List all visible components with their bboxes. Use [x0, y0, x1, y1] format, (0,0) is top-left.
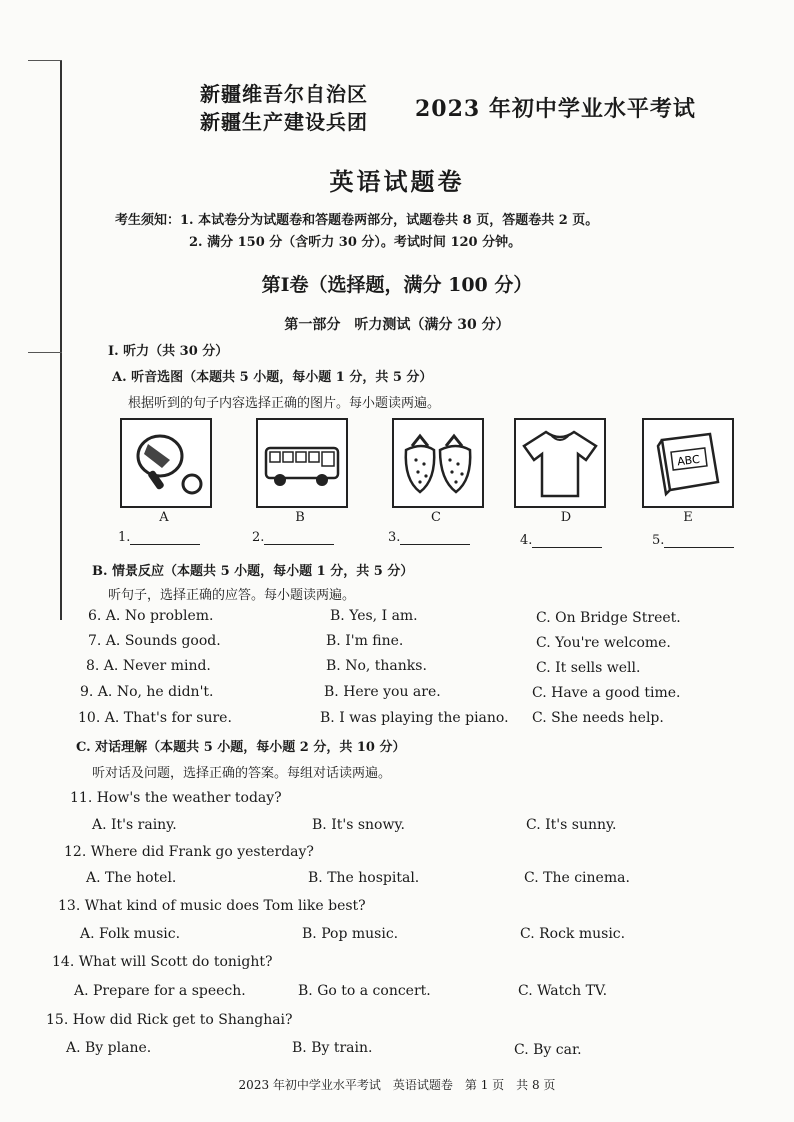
answer-blank[interactable] — [252, 530, 334, 545]
blank-number: 3. — [388, 530, 401, 545]
option-a[interactable]: 7. A. Sounds good. — [88, 633, 221, 649]
option-b[interactable]: B. Pop music. — [302, 926, 399, 942]
option-a[interactable]: 6. A. No problem. — [88, 608, 214, 624]
option-b[interactable]: B. Here you are. — [324, 684, 441, 700]
svg-text:ABC: ABC — [676, 452, 701, 469]
picture-letter: E — [683, 510, 693, 525]
option-a[interactable]: A. Folk music. — [80, 926, 181, 942]
option-c[interactable]: C. Watch TV. — [518, 983, 608, 999]
region-line-2: 新疆生产建设兵团 — [200, 110, 368, 134]
option-a[interactable]: A. Prepare for a speech. — [74, 983, 246, 999]
option-a[interactable]: 10. A. That's for sure. — [78, 710, 232, 726]
part-title: 第一部分 听力测试（满分 30 分） — [284, 317, 510, 333]
blank-number: 2. — [252, 530, 265, 545]
option-c[interactable]: C. She needs help. — [532, 710, 664, 726]
section-b-title: B. 情景反应（本题共 5 小题，每小题 1 分，共 5 分） — [92, 564, 414, 579]
binding-tick — [28, 352, 62, 353]
option-b[interactable]: B. Yes, I am. — [330, 608, 418, 624]
option-b[interactable]: B. I was playing the piano. — [320, 710, 509, 726]
option-b[interactable]: B. By train. — [292, 1040, 373, 1056]
option-c[interactable]: C. By car. — [514, 1042, 582, 1058]
option-c[interactable]: C. Rock music. — [520, 926, 626, 942]
option-b[interactable]: B. The hospital. — [308, 870, 420, 886]
answer-blank[interactable] — [520, 533, 602, 548]
option-c[interactable]: C. It sells well. — [536, 660, 641, 676]
blank-number: 4. — [520, 533, 533, 548]
page-footer: 2023 年初中学业水平考试 英语试题卷 第 1 页 共 8 页 — [238, 1078, 556, 1092]
abc-book-icon — [642, 418, 734, 508]
option-a[interactable]: 9. A. No, he didn't. — [80, 684, 214, 700]
strawberries-icon — [392, 418, 484, 508]
blank-line — [400, 530, 470, 545]
binding-line — [60, 60, 62, 620]
blank-line — [532, 533, 602, 548]
question: 13. What kind of music does Tom like best? — [58, 898, 366, 914]
section-a-title: A. 听音选图（本题共 5 小题，每小题 1 分，共 5 分） — [112, 370, 433, 385]
notice-line-2: 2. 满分 150 分（含听力 30 分）。考试时间 120 分钟。 — [189, 235, 522, 250]
ping-pong-paddle-icon — [120, 418, 212, 508]
option-b[interactable]: B. No, thanks. — [326, 658, 427, 674]
option-b[interactable]: B. I'm fine. — [326, 633, 404, 649]
question: 12. Where did Frank go yesterday? — [64, 844, 314, 860]
notice-line-1: 考生须知：1. 本试卷分为试题卷和答题卷两部分，试题卷共 8 页，答题卷共 2 页。 — [115, 213, 599, 228]
bus-icon — [256, 418, 348, 508]
option-c[interactable]: C. It's sunny. — [526, 817, 617, 833]
blank-line — [264, 530, 334, 545]
option-c[interactable]: C. You're welcome. — [536, 635, 671, 651]
volume-title: 第Ⅰ卷（选择题，满分 100 分） — [261, 274, 533, 296]
option-c[interactable]: C. The cinema. — [524, 870, 630, 886]
t-shirt-icon — [514, 418, 606, 508]
question: 14. What will Scott do tonight? — [52, 954, 273, 970]
region-header — [200, 80, 368, 136]
blank-line — [664, 533, 734, 548]
section-c-title: C. 对话理解（本题共 5 小题，每小题 2 分，共 10 分） — [76, 740, 406, 755]
section-c-instruction: 听对话及问题，选择正确的答案。每组对话读两遍。 — [92, 766, 392, 781]
option-a[interactable]: A. The hotel. — [86, 870, 177, 886]
section-a-instruction: 根据听到的句子内容选择正确的图片。每小题读两遍。 — [128, 396, 441, 411]
binding-tick — [28, 60, 62, 61]
question: 15. How did Rick get to Shanghai? — [46, 1012, 293, 1028]
blank-number: 1. — [118, 530, 131, 545]
question: 11. How's the weather today? — [70, 790, 282, 806]
exam-notice — [115, 210, 598, 254]
option-a[interactable]: A. By plane. — [66, 1040, 152, 1056]
section-heading: Ⅰ. 听力（共 30 分） — [108, 344, 229, 359]
blank-line — [130, 530, 200, 545]
blank-number: 5. — [652, 533, 665, 548]
option-a[interactable]: A. It's rainy. — [92, 817, 177, 833]
option-c[interactable]: C. On Bridge Street. — [536, 610, 681, 626]
region-line-1: 新疆维吾尔自治区 — [200, 82, 368, 106]
paper-title: 英语试题卷 — [329, 167, 465, 196]
picture-letter: A — [159, 510, 169, 525]
option-c[interactable]: C. Have a good time. — [532, 685, 681, 701]
option-b[interactable]: B. It's snowy. — [312, 817, 405, 833]
picture-letter: D — [560, 510, 572, 525]
section-b-instruction: 听句子，选择正确的应答。每小题读两遍。 — [108, 588, 356, 603]
picture-letter: C — [431, 510, 441, 525]
exam-title: 2023 年初中学业水平考试 — [415, 96, 696, 122]
option-a[interactable]: 8. A. Never mind. — [86, 658, 211, 674]
option-b[interactable]: B. Go to a concert. — [298, 983, 431, 999]
picture-letter: B — [295, 510, 305, 525]
answer-blank[interactable] — [652, 533, 734, 548]
answer-blank[interactable] — [388, 530, 470, 545]
answer-blank[interactable] — [118, 530, 200, 545]
